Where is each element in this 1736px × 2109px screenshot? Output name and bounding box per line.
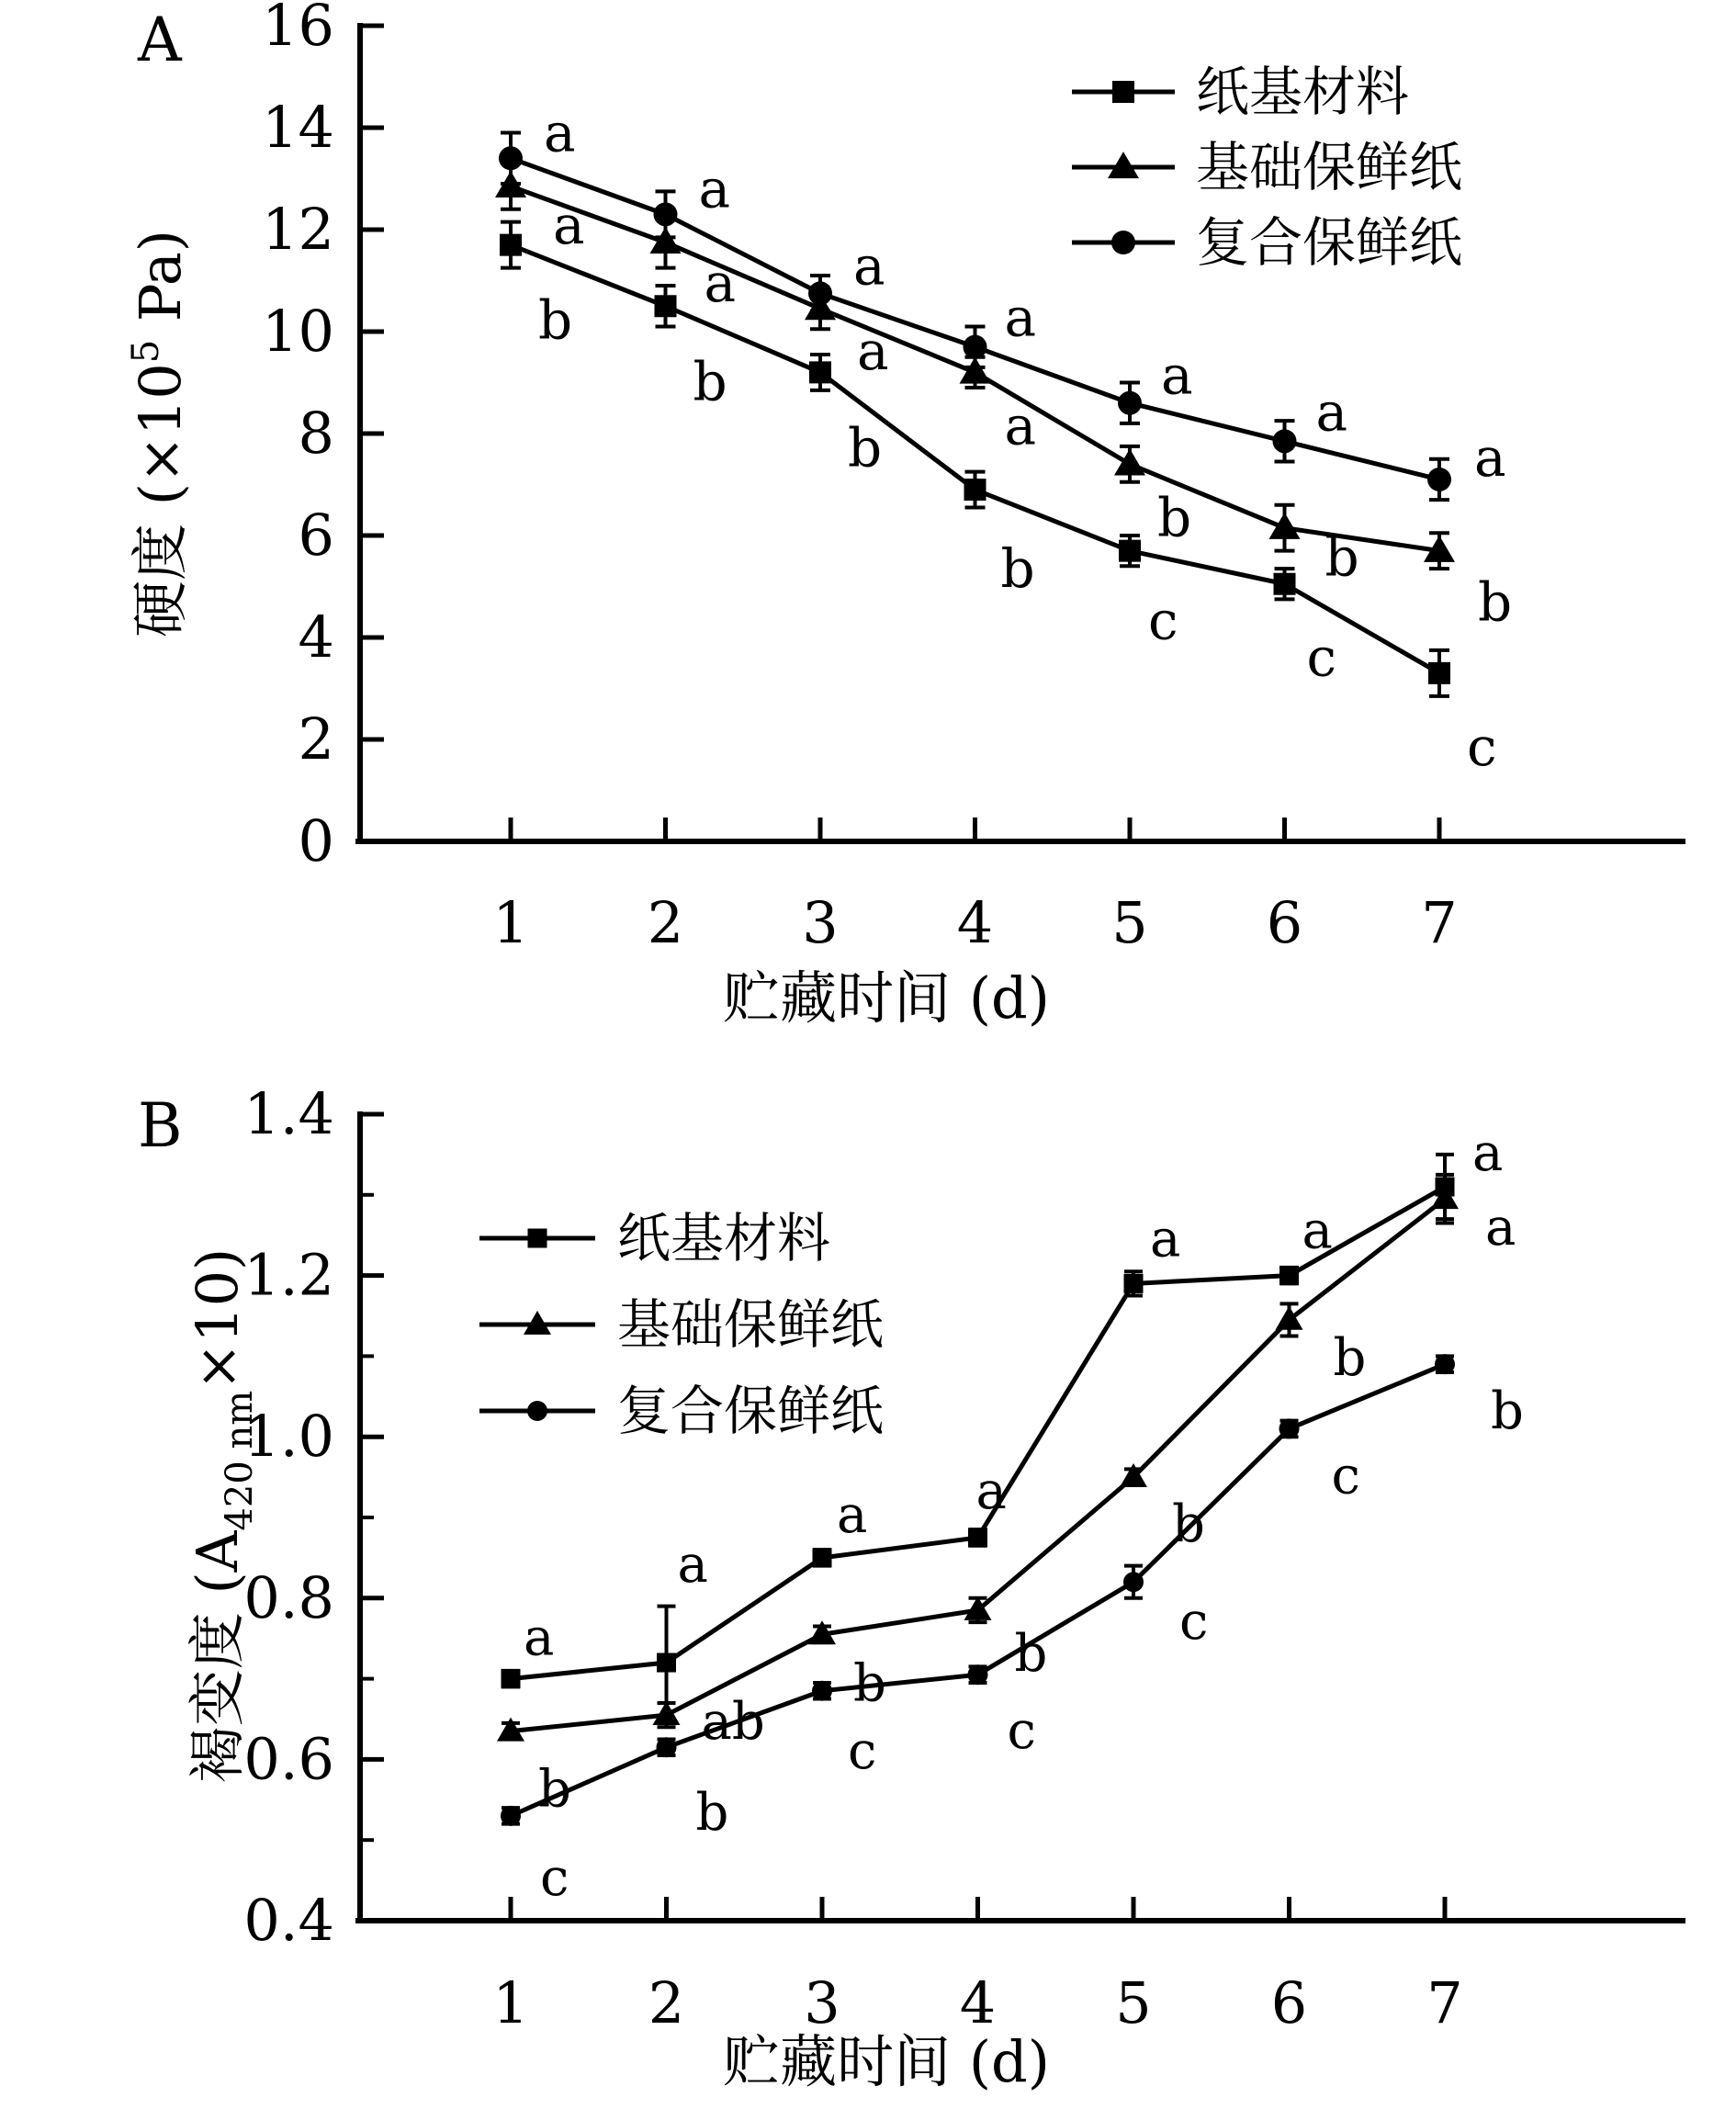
sig-label: b [693, 350, 727, 413]
data-point-marker [1428, 662, 1450, 684]
square-marker-shape [813, 1548, 832, 1567]
data-point-marker [499, 146, 523, 170]
sig-label: b [1325, 525, 1359, 589]
data-point-marker [654, 202, 678, 226]
x-tick-label: 6 [1270, 1969, 1308, 2036]
legend [479, 1207, 884, 1442]
sig-label: a [857, 320, 889, 383]
data-point-marker [812, 1681, 832, 1701]
data-point-marker [1114, 448, 1145, 475]
sig-label: c [1179, 1592, 1209, 1652]
legend-label: 复合保鲜纸 [1196, 211, 1463, 274]
legend-label: 纸基材料 [1196, 61, 1410, 123]
sig-label: a [837, 1484, 868, 1545]
sig-label: b [695, 1783, 729, 1844]
sig-label: a [1315, 380, 1348, 444]
panel-label: B [138, 1090, 183, 1161]
legend-item-1 [479, 1207, 830, 1269]
square-marker-shape [968, 1528, 987, 1547]
legend-item-1 [1072, 61, 1409, 123]
y-tick-label: 8 [298, 400, 334, 467]
data-point-marker [1273, 429, 1297, 453]
y-tick-label: 1.4 [243, 1080, 334, 1147]
sig-label: a [1472, 1123, 1504, 1184]
x-tick-label: 5 [1115, 1969, 1152, 2036]
x-tick-label: 4 [959, 1969, 997, 2036]
data-point-marker [1435, 1354, 1455, 1374]
chart-panel-a [125, 0, 1683, 1032]
legend-item-3 [479, 1380, 884, 1442]
legend [1072, 61, 1462, 274]
circle-marker-shape [1123, 1572, 1144, 1592]
y-tick-label: 1.2 [243, 1241, 334, 1309]
sig-label: a [698, 157, 731, 220]
square-marker-shape [1279, 1266, 1299, 1285]
data-point-marker [502, 1669, 521, 1688]
sig-label: b [1478, 570, 1513, 634]
data-point-marker [500, 234, 522, 256]
series-1 [500, 222, 1496, 778]
x-tick-label: 1 [492, 1969, 529, 2036]
sig-label: c [1148, 589, 1178, 652]
y-tick-label: 1.0 [243, 1403, 334, 1471]
sig-label: a [1004, 286, 1037, 349]
x-tick-label: 6 [1266, 889, 1303, 956]
y-axis-title: 硬度 ($\times 10^5$ Pa) [125, 230, 194, 637]
square-marker-shape [528, 1229, 547, 1248]
data-point-marker [1279, 1418, 1300, 1438]
sig-label: b [1000, 537, 1035, 601]
circle-marker-shape [964, 335, 987, 359]
circle-marker-shape [527, 1401, 547, 1421]
data-point-marker [1124, 1274, 1144, 1293]
y-tick-label: 0.6 [243, 1725, 334, 1793]
circle-marker-shape [1435, 1354, 1455, 1374]
sig-label: a [704, 251, 737, 314]
sig-label: a [1161, 344, 1193, 407]
sig-label: a [1004, 394, 1037, 457]
y-tick-label: 6 [298, 502, 334, 569]
circle-marker-shape [1118, 391, 1142, 415]
panel-label: A [138, 5, 182, 75]
data-point-marker [653, 1701, 681, 1725]
sig-label: a [1474, 425, 1506, 489]
y-tick-label: 16 [262, 0, 334, 59]
square-marker-shape [964, 479, 986, 501]
sig-label: b [1014, 1623, 1048, 1684]
legend-square-icon [1112, 81, 1134, 103]
circle-marker-shape [812, 1681, 832, 1701]
data-point-marker [657, 1737, 677, 1757]
square-marker-shape [1119, 540, 1141, 562]
sig-label: c [848, 1720, 877, 1781]
square-marker-shape [502, 1669, 521, 1688]
square-marker-shape [1124, 1274, 1144, 1293]
circle-marker-shape [501, 1806, 521, 1826]
circle-marker-shape [1279, 1418, 1300, 1438]
sig-label: a [524, 1607, 555, 1668]
y-tick-label: 14 [262, 94, 334, 161]
square-marker-shape [657, 1653, 676, 1673]
x-axis-title: 贮藏时间 (d) [723, 964, 1050, 1032]
sig-label: b [1172, 1494, 1205, 1555]
data-point-marker [1119, 540, 1141, 562]
sig-label: c [1467, 715, 1497, 778]
sig-label: a [1150, 1209, 1181, 1269]
sig-label: b [848, 416, 883, 479]
square-marker-shape [655, 295, 677, 317]
x-tick-label: 2 [648, 1969, 685, 2036]
sig-label: b [1157, 486, 1192, 549]
y-axis-title: 褐变度 $(A_{420 nm}\times 10)$ [184, 1247, 261, 1784]
sig-label: c [1007, 1701, 1036, 1762]
x-tick-label: 1 [492, 889, 529, 956]
x-tick-label: 3 [802, 889, 839, 956]
x-tick-label: 4 [956, 889, 994, 956]
sig-label: c [1331, 1446, 1360, 1506]
triangle-marker-shape [653, 1701, 681, 1725]
sig-label: a [975, 1461, 1007, 1521]
data-point-marker [657, 1653, 676, 1673]
legend-label: 基础保鲜纸 [1196, 136, 1463, 198]
series-line [511, 245, 1439, 673]
sig-label: b [538, 288, 573, 352]
sig-label: c [1306, 626, 1336, 689]
circle-marker-shape [499, 146, 523, 170]
sig-label: a [1302, 1201, 1333, 1261]
data-point-marker [968, 1664, 988, 1685]
legend-label: 复合保鲜纸 [617, 1380, 885, 1442]
data-point-marker [655, 295, 677, 317]
data-point-marker [1274, 573, 1296, 595]
y-tick-label: 4 [298, 603, 334, 671]
chart-panel-b [138, 1080, 1683, 2095]
data-point-marker [808, 281, 832, 305]
x-tick-label: 3 [804, 1969, 840, 2036]
square-marker-shape [1274, 573, 1296, 595]
circle-marker-shape [808, 281, 832, 305]
legend-item-3 [1072, 211, 1462, 274]
square-marker-shape [1428, 662, 1450, 684]
x-tick-label: 5 [1111, 889, 1148, 956]
data-point-marker [964, 335, 987, 359]
legend-item-2 [1072, 136, 1462, 198]
sig-label: a [677, 1535, 708, 1596]
circle-marker-shape [968, 1664, 988, 1685]
sig-label: b [1333, 1327, 1367, 1388]
sig-label: a [553, 193, 585, 256]
y-tick-label: 0.4 [243, 1887, 334, 1954]
y-tick-label: 12 [262, 196, 334, 263]
data-point-marker [813, 1548, 832, 1567]
data-point-marker [501, 1806, 521, 1826]
legend-label: 纸基材料 [617, 1207, 831, 1269]
legend-label: 基础保鲜纸 [617, 1293, 885, 1356]
sig-label: c [540, 1847, 569, 1908]
legend-circle-icon [527, 1401, 547, 1421]
sig-label: ab [701, 1692, 765, 1753]
sig-label: b [853, 1653, 886, 1714]
y-tick-label: 0.8 [243, 1563, 334, 1631]
square-marker-shape [500, 234, 522, 256]
x-tick-label: 7 [1421, 889, 1458, 956]
sig-label: a [1485, 1198, 1516, 1258]
data-point-marker [809, 361, 831, 383]
data-point-marker [968, 1528, 987, 1547]
sig-label: b [1491, 1382, 1524, 1442]
x-tick-label: 2 [647, 889, 684, 956]
data-point-marker [1279, 1266, 1299, 1285]
triangle-marker-shape [1114, 448, 1145, 475]
circle-marker-shape [1427, 468, 1451, 491]
circle-marker-shape [1111, 231, 1135, 254]
legend-item-2 [479, 1293, 884, 1356]
sig-label: b [538, 1759, 571, 1820]
y-tick-label: 0 [298, 807, 334, 874]
square-marker-shape [809, 361, 831, 383]
sig-label: a [853, 234, 885, 298]
data-point-marker [964, 479, 986, 501]
y-tick-label: 10 [262, 298, 334, 365]
circle-marker-shape [654, 202, 678, 226]
data-point-marker [1427, 468, 1451, 491]
series-line [511, 158, 1439, 479]
y-tick-label: 2 [298, 705, 334, 773]
x-tick-label: 7 [1426, 1969, 1463, 2036]
circle-marker-shape [657, 1737, 677, 1757]
sig-label: a [544, 101, 576, 164]
square-marker-shape [1112, 81, 1134, 103]
data-point-marker [1118, 391, 1142, 415]
x-axis-title: 贮藏时间 (d) [723, 2028, 1050, 2095]
legend-circle-icon [1111, 231, 1135, 254]
data-point-marker [1123, 1572, 1144, 1592]
legend-square-icon [528, 1229, 547, 1248]
circle-marker-shape [1273, 429, 1297, 453]
